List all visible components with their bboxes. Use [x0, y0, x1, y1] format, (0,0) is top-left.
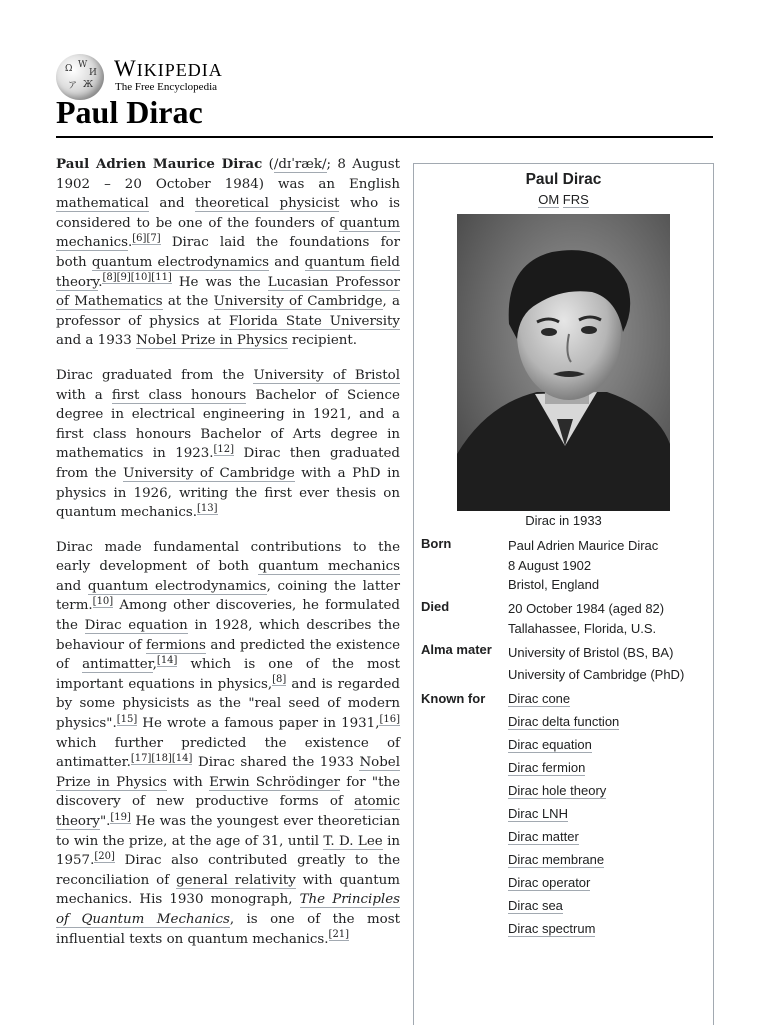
died-date: 20 October 1984 (aged 82): [508, 601, 665, 616]
citation-ref[interactable]: [8][9][10][11]: [102, 272, 172, 284]
wikipedia-wordmark[interactable]: [114, 56, 223, 82]
citation-ref[interactable]: [12]: [213, 443, 235, 455]
inline-link[interactable]: Nobel Prize in Physics: [136, 333, 288, 349]
alma-mater-cambridge[interactable]: University of Cambridge (PhD): [508, 667, 685, 682]
inline-link[interactable]: mathematical: [56, 196, 149, 212]
inline-link[interactable]: University of Cambridge: [213, 294, 383, 310]
known-for-item[interactable]: Dirac hole theory: [508, 783, 607, 798]
inline-link[interactable]: T. D. Lee: [323, 833, 383, 849]
inline-link[interactable]: general relativity: [176, 872, 296, 888]
alma-mater-value: [508, 642, 708, 686]
born-full-name: Paul Adrien Maurice Dirac: [508, 538, 659, 553]
citation-ref[interactable]: [20]: [94, 850, 115, 862]
inline-link[interactable]: Erwin Schrödinger: [209, 774, 340, 790]
known-for-item[interactable]: Dirac equation: [508, 737, 592, 752]
tagline: The Free Encyclopedia: [115, 81, 218, 93]
known-for-item[interactable]: Dirac sea: [508, 898, 563, 913]
inline-link[interactable]: Dirac equation: [84, 618, 188, 634]
inline-link[interactable]: quantum mechanics: [56, 215, 400, 251]
title-divider: [56, 136, 713, 138]
died-value: [508, 599, 708, 638]
inline-link[interactable]: quantum electrodynamics: [91, 254, 270, 270]
inline-link[interactable]: theoretical physicist: [195, 196, 340, 212]
citation-ref[interactable]: [10]: [92, 596, 114, 607]
paragraph-1: Paul Adrien Maurice Dirac (/dɪˈræk/; 8 August 1902 – 20 October 1984) was an English mathematical and theoretical physicist who is considered to be one of the founders of quantum mechanics.[6][7] Dirac laid the foundations for both quantum electrodynamics and quantum field theory.[8][9][10][11] He was the Lucasian Professor of Mathematics at the University of Cambridge, a professor of physics at Florida State University and a 1933 Nobel Prize in Physics recipient.: [56, 156, 401, 349]
inline-link[interactable]: antimatter: [82, 657, 153, 673]
inline-link[interactable]: University of Bristol: [253, 367, 400, 383]
infobox: [413, 163, 714, 1025]
paragraph-3: Dirac made fundamental contributions to the early development of both quantum mechanics and quantum electrodynamics, coining the latter term.[10] Among other discoveries, he formulated the Dirac equation in 1928, which describes the behaviour of fermions and predicted the existence of antimatter,[14] which is one of the most important equations in physics,[8] and is regarded by some physicists as the "real seed of modern physics".[15] He wrote a famous paper in 1931,[16] which further predicted the existence of antimatter.[17][18][14] Dirac shared the 1933 Nobel Prize in Physics with Erwin Schrödinger for "the discovery of new productive forms of atomic theory".[19] He was the youngest ever theoretician to win the prize, at the age of 31, until T. D. Lee in 1957.[20] Dirac also contributed greatly to the reconciliation of general relativity with quantum mechanics. His 1930 monograph, The Principles of Quantum Mechanics, is one of the most influential texts on quantum mechanics.[21]: [56, 539, 401, 947]
born-value: [508, 536, 708, 595]
inline-link[interactable]: fermions: [146, 637, 206, 653]
post-nominal-om[interactable]: OM: [538, 192, 560, 207]
known-for-item[interactable]: Dirac fermion: [508, 760, 586, 775]
post-nominal-frs[interactable]: FRS: [562, 192, 589, 207]
born-label: Born: [421, 536, 452, 551]
inline-link[interactable]: quantum electrodynamics: [87, 578, 267, 594]
wordmark-rest: IKIPEDIA: [136, 60, 223, 80]
portrait-illustration: [457, 214, 670, 511]
inline-link[interactable]: /dɪˈræk/: [273, 157, 327, 172]
citation-ref[interactable]: [14]: [156, 654, 178, 666]
born-place[interactable]: Bristol, England: [508, 577, 600, 592]
citation-ref[interactable]: [21]: [328, 929, 350, 941]
known-for-list: [508, 691, 619, 944]
citation-ref[interactable]: [13]: [197, 502, 218, 514]
paragraph-2: Dirac graduated from the University of Bristol with a first class honours Bachelor of Science degree in electrical engineering in 1921, and a first class honours Bachelor of Arts degree in mathematics in 1923.[12] Dirac then graduated from the University of Cambridge with a PhD in physics in 1926, writing the first ever thesis on quantum mechanics.[13]: [56, 367, 400, 521]
article-body: [56, 155, 400, 964]
wordmark-initial: W: [114, 56, 137, 81]
citation-ref[interactable]: [8]: [272, 674, 287, 686]
citation-ref[interactable]: [16]: [379, 713, 400, 725]
citation-ref[interactable]: [17][18][14]: [130, 752, 193, 764]
inline-link[interactable]: Nobel Prize in Physics: [56, 755, 400, 790]
inline-link[interactable]: quantum mechanics: [258, 559, 400, 575]
photo-caption: Dirac in 1933: [525, 513, 602, 528]
citation-ref[interactable]: [15]: [116, 713, 138, 725]
inline-link[interactable]: Lucasian Professor of Mathematics: [56, 274, 401, 310]
born-date: 8 August 1902: [508, 557, 592, 573]
citation-ref[interactable]: [6][7]: [132, 232, 161, 244]
page-title: Paul Dirac: [56, 94, 203, 130]
citation-ref[interactable]: [19]: [110, 811, 131, 823]
alma-mater-bristol[interactable]: University of Bristol (BS, BA): [508, 645, 674, 660]
died-label: Died: [421, 599, 450, 614]
known-for-item[interactable]: Dirac membrane: [508, 852, 605, 867]
article-subject: Paul Adrien Maurice Dirac: [56, 156, 263, 172]
died-place[interactable]: Tallahassee, Florida, U.S.: [508, 620, 657, 636]
known-for-item[interactable]: Dirac LNH: [508, 806, 568, 821]
inline-link[interactable]: The Principles of Quantum Mechanics: [56, 892, 400, 927]
infobox-name: Paul Dirac: [525, 171, 602, 188]
known-for-item[interactable]: Dirac matter: [508, 829, 579, 844]
known-for-item[interactable]: Dirac spectrum: [508, 921, 596, 936]
alma-mater-label: Alma mater: [421, 642, 492, 657]
wikipedia-globe-icon[interactable]: Ω W И ア Ж: [56, 54, 104, 100]
inline-link[interactable]: quantum field theory: [56, 254, 400, 290]
inline-link[interactable]: atomic theory: [56, 794, 400, 829]
inline-link[interactable]: University of Cambridge: [123, 465, 295, 481]
site-header: [56, 54, 716, 94]
known-for-item[interactable]: Dirac delta function: [508, 714, 620, 729]
inline-link[interactable]: first class honours: [111, 387, 247, 403]
portrait-photo[interactable]: [457, 214, 670, 511]
infobox-post-nominals: [414, 192, 713, 207]
known-for-item[interactable]: Dirac cone: [508, 691, 571, 706]
inline-link[interactable]: Florida State University: [228, 313, 400, 329]
known-for-label: Known for: [421, 691, 486, 706]
known-for-item[interactable]: Dirac operator: [508, 875, 591, 890]
